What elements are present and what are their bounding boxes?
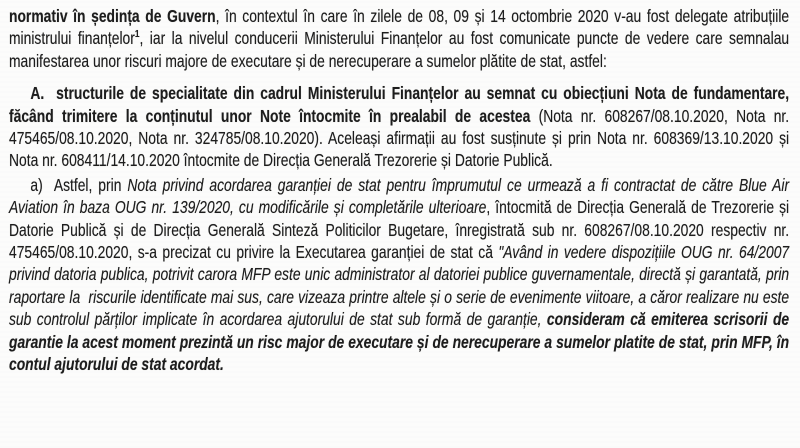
paragraph-2 (9, 82, 789, 172)
text-segment: (Nota nr. 608267/08.10.2020, Nota nr. 475465/08.10.2020, Nota nr. 324785/08.10.2020). Aceleași afirmații au fost susținute și prin Nota nr. 608369/13.10.2020 și Nota nr. 608411/14.10.2020 întocmite de Direcția Generală Trezorerie și Datorie Publică. (9, 105, 790, 171)
footnote-marker: 1 (134, 28, 140, 41)
text-segment: normativ în ședința de Guvern (9, 6, 216, 26)
text-segment: Nota privind acordarea garanției de stat pentru împrumutul ce urmează a fi contractat de către Blue Air Aviation în baza OUG nr. 139/2020, cu modificările și completările ulterioare (9, 174, 790, 218)
text-segment: , iar la nivelul conducerii Ministerului Finanțelor au fost comunicate puncte de vedere care semnalau manifestarea unor riscuri majore de executare și de nerecuperare a sumelor plătite de stat, astfel: (9, 28, 790, 71)
text-segment: a) Astfel, prin (30, 174, 128, 195)
document-body (9, 5, 789, 376)
text-segment: , în contextul în care în zilele de 08, 09 și 14 octombrie 2020 v-au fost delegate atribuțiile ministrului finanțelor (9, 6, 790, 49)
text-segment: A. structurile de specialitate din cadrul Ministerului Finanțelor au semnat cu obiecțiuni Nota de fundamentare, făcând trimitere la conținutul unor Note întocmite în prealabil de acestea (9, 83, 790, 126)
text-segment: "Având in vedere dispozițiile OUG nr. 64/2007 privind datoria publica, potrivit carora MFP este unic administrator al datoriei publice guvernamentale, directă și garantată, prin raportare la riscurile identificate mai sus, care vizeaza printre altele și o serie de evenimente viitoare, a căror realizare nu este sub controlul părților implicate în acordarea ajutorului de stat sub formă de garanție, (9, 242, 790, 330)
text-segment: , întocmită de Direcția Generală de Trezorerie și Datorie Publică și de Direcția Generală Sinteză Politicilor Bugetare, înregistrată sub nr. 608267/08.10.2020 respectiv nr. 475465/08.10.2020, s-a precizat cu privire la Executarea garanției de stat că (9, 197, 790, 263)
text-segment: consideram că emiterea scrisorii de garantie la acest moment prezintă un risc major de executare și de nerecuperare a sumelor platite de stat, prin MFP, în contul ajutorului de stat acordat. (9, 309, 790, 375)
paragraph-1 (9, 5, 789, 72)
paragraph-3 (9, 174, 789, 376)
